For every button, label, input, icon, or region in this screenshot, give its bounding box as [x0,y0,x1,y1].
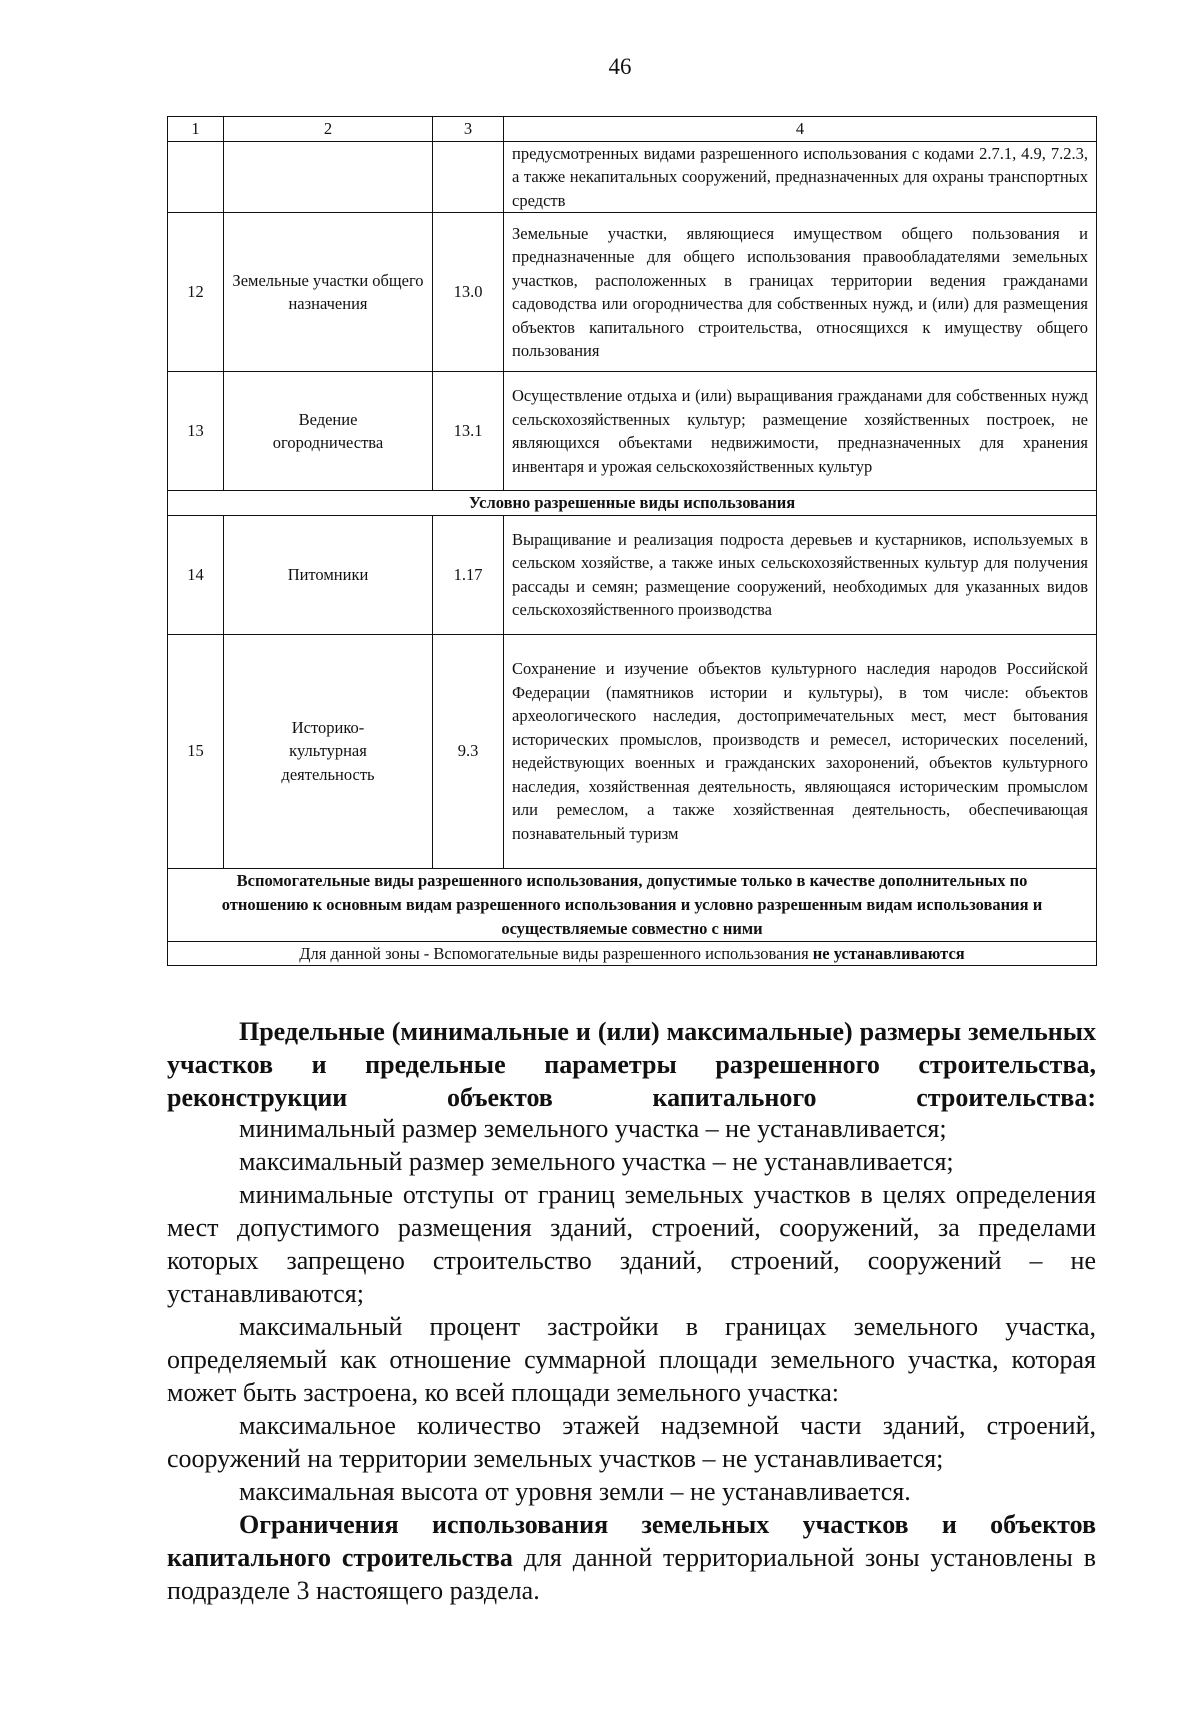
use-code: 9.3 [433,634,504,868]
use-name: Историко-культурная деятельность [224,634,433,868]
parameter-item: максимальная высота от уровня земли – не устанавливается. [239,1477,911,1506]
parameter-item: максимальный размер земельного участка – не устанавливается; [239,1147,954,1176]
use-name: Земельные участки общего назначения [224,213,433,372]
table-header-row [168,117,1097,142]
parameter-item: минимальные отступы от границ земельных участков в целях определения мест допустимого размещения зданий, строений, сооружений, за пределами которых запрещено строительство зданий, строений, сооружений – не устанавливаются; [167,1180,1096,1308]
conditional-section-title: Условно разрешенные виды использования [168,491,1097,516]
use-name: Ведение огородничества [224,372,433,491]
use-code: 1.17 [433,515,504,634]
parameter-item: максимальное количество этажей надземной части зданий, строений, сооружений на территории земельных участков – не устанавливается; [167,1411,1096,1473]
row-number: 12 [168,213,224,372]
header-cell: 3 [433,117,504,142]
use-description: Выращивание и реализация подроста деревьев и кустарников, используемых в сельском хозяйстве, а также иных сельскохозяйственных культур для получения рассады и семян; размещение сооружений, необходимых для указанных видов сельскохозяйственного производства [504,515,1097,634]
table-row [168,372,1097,491]
parameter-item: максимальный процент застройки в границах земельного участка, определяемый как отношение суммарной площади земельного участка, которая может быть застроена, ко всей площади земельного участка: [167,1312,1096,1407]
restrictions-paragraph [167,1508,1096,1607]
parameters-section [167,1015,1096,1607]
use-code: 13.0 [433,213,504,372]
auxiliary-section-title: Вспомогательные виды разрешенного использования, допустимые только в качестве дополнительных по отношению к основным видам разрешенного использования и условно разрешенным видам использования и осуществляемые совместно с ними [168,868,1097,941]
restrictions-rest: для данной территориальной зоны установлены в подразделе 3 настоящего раздела. [167,1543,1096,1605]
use-description: Земельные участки, являющиеся имуществом общего пользования и предназначенные для общего использования правообладателями земельных участков, расположенных в границах территории ведения гражданами садоводства или огородничества для собственных нужд, и (или) для размещения объектов капитального строительства, относящихся к имуществу общего пользования [504,213,1097,372]
auxiliary-section-row [168,868,1097,941]
auxiliary-note-status: не устанавливаются [812,943,965,963]
conditional-section-row [168,491,1097,516]
use-name: Питомники [224,515,433,634]
continuation-description: предусмотренных видами разрешенного использования с кодами 2.7.1, 4.9, 7.2.3, а также некапитальных сооружений, предназначенных для охраны транспортных средств [504,141,1097,213]
page-number: 46 [608,54,632,79]
row-number: 14 [168,515,224,634]
header-cell: 1 [168,117,224,142]
land-use-table [167,116,1097,966]
use-code: 13.1 [433,372,504,491]
restrictions-bold: Ограничения использования земельных участков и объектов капитального строительства [167,1510,1096,1572]
auxiliary-note [168,941,1097,966]
row-number: 15 [168,634,224,868]
use-description: Осуществление отдыха и (или) выращивания гражданами для собственных нужд сельскохозяйственных культур; размещение хозяйственных построек, не являющихся объектами недвижимости, предназначенных для хранения инвентаря и урожая сельскохозяйственных культур [504,372,1097,491]
auxiliary-note-prefix: Для данной зоны - Вспомогательные виды разрешенного использования [299,943,809,963]
parameter-item: минимальный размер земельного участка – не устанавливается; [239,1114,947,1143]
table-row [168,141,1097,213]
auxiliary-note-row [168,941,1097,966]
header-cell: 4 [504,117,1097,142]
header-cell: 2 [224,117,433,142]
table-row [168,515,1097,634]
parameters-heading: Предельные (минимальные и (или) максимальные) размеры земельных участков и предельные параметры разрешенного строительства, реконструкции объектов капитального строительства: [167,1017,1096,1112]
table-row [168,213,1097,372]
table-row [168,634,1097,868]
use-description: Сохранение и изучение объектов культурного наследия народов Российской Федерации (памятников истории и культуры), в том числе: объектов археологического наследия, достопримечательных мест, мест бытования исторических промыслов, производств и ремесел, исторических поселений, недействующих военных и гражданских захоронений, объектов культурного наследия, хозяйственная деятельность, являющаяся историческим промыслом или ремеслом, а также хозяйственная деятельность, обеспечивающая познавательный туризм [504,634,1097,868]
row-number: 13 [168,372,224,491]
